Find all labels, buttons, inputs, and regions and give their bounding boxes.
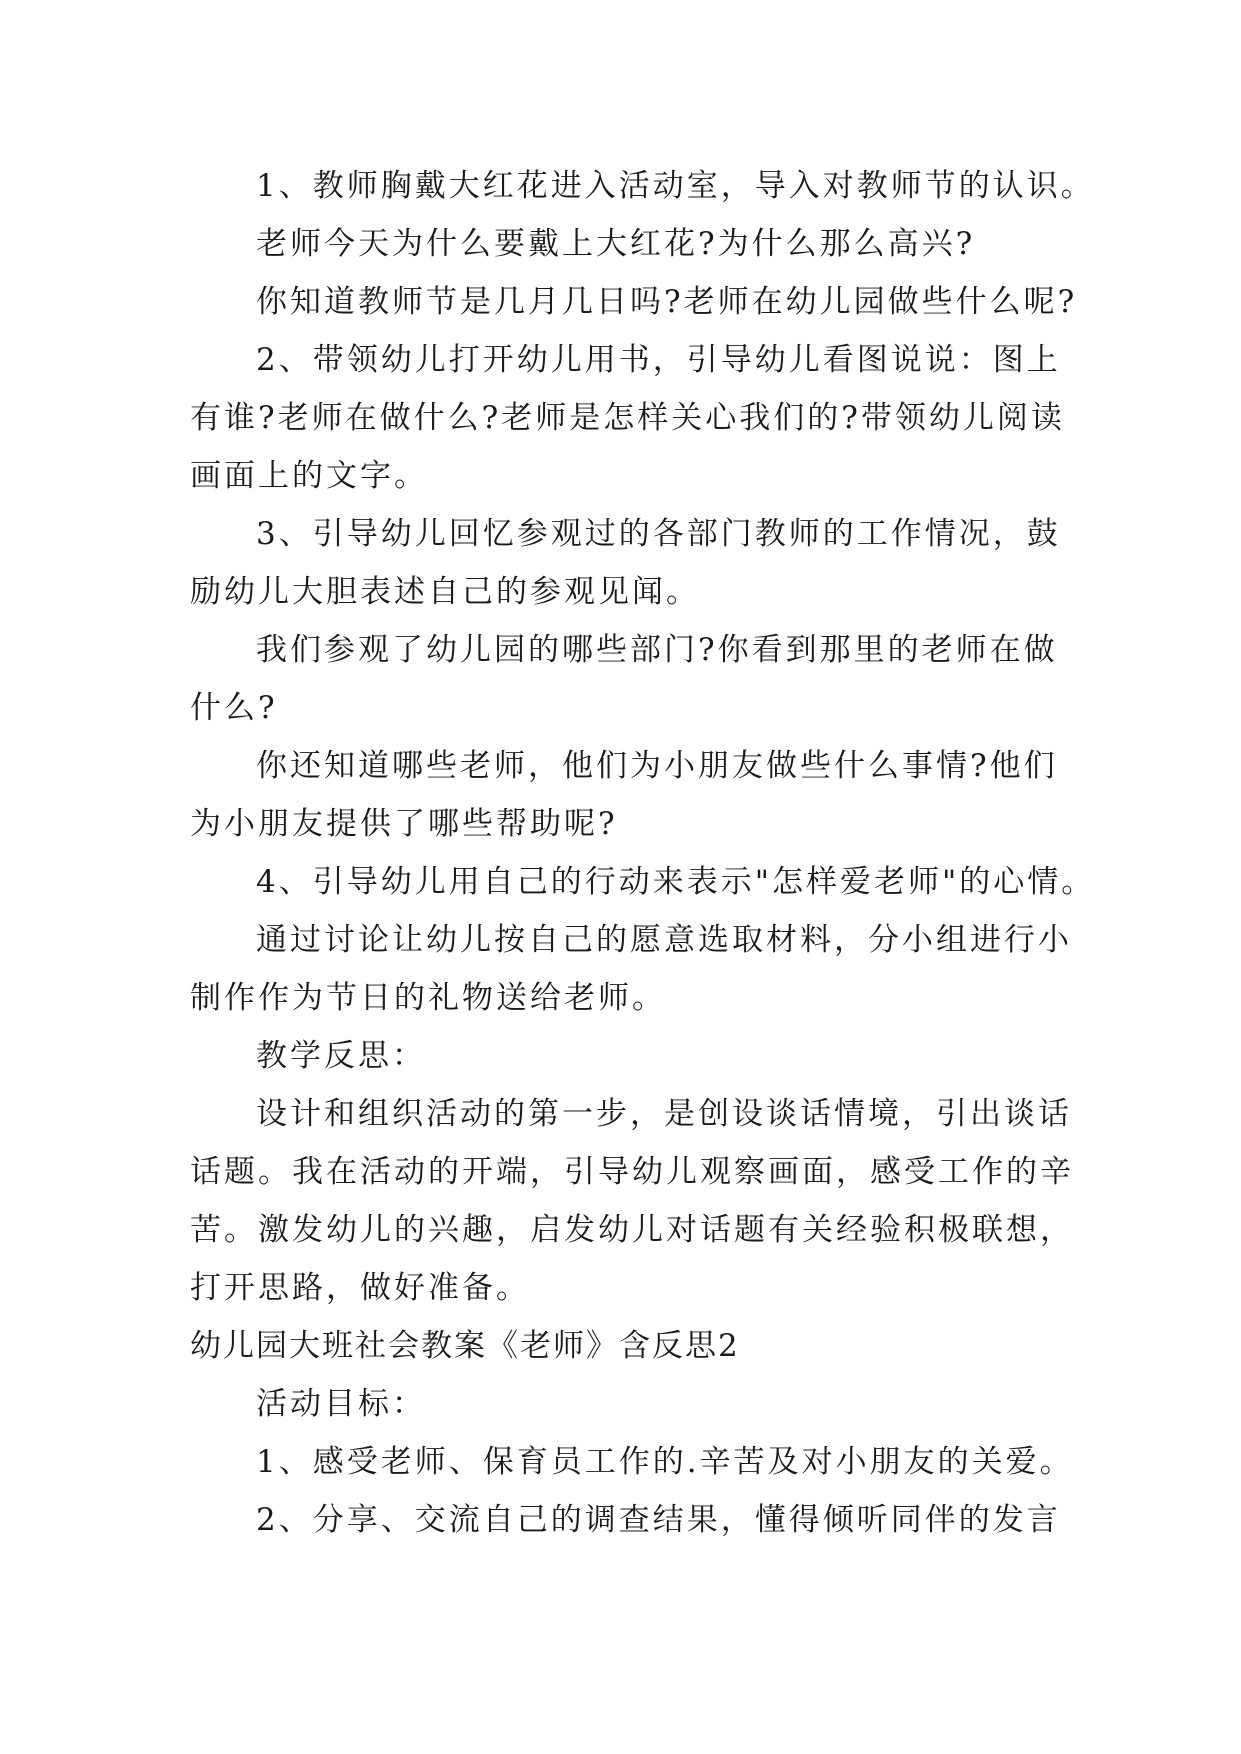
paragraph-line: 设计和组织活动的第一步，是创设谈话情境，引出谈话	[256, 1096, 1072, 1132]
paragraph-line: 励幼儿大胆表述自己的参观见闻。	[190, 574, 700, 610]
paragraph-line: 你还知道哪些老师，他们为小朋友做些什么事情?他们	[256, 748, 1058, 784]
paragraph-line: 什么?	[190, 690, 278, 726]
paragraph-line: 通过讨论让幼儿按自己的愿意选取材料，分小组进行小	[256, 922, 1072, 958]
paragraph-line: 3、引导幼儿回忆参观过的各部门教师的工作情况，鼓	[256, 516, 1061, 552]
paragraph-line: 老师今天为什么要戴上大红花?为什么那么高兴?	[256, 226, 976, 262]
document-heading: 幼儿园大班社会教案《老师》含反思2	[190, 1328, 740, 1364]
paragraph-line: 为小朋友提供了哪些帮助呢?	[190, 806, 618, 842]
section-label: 教学反思：	[256, 1038, 426, 1074]
paragraph-line: 苦。激发幼儿的兴趣，启发幼儿对话题有关经验积极联想，	[190, 1212, 1074, 1248]
paragraph-line: 有谁?老师在做什么?老师是怎样关心我们的?带领幼儿阅读	[190, 400, 1065, 436]
paragraph-line: 我们参观了幼儿园的哪些部门?你看到那里的老师在做	[256, 632, 1058, 668]
paragraph-line: 话题。我在活动的开端，引导幼儿观察画面，感受工作的辛	[190, 1154, 1074, 1190]
section-label: 活动目标：	[256, 1386, 426, 1422]
paragraph-line: 2、带领幼儿打开幼儿用书，引导幼儿看图说说：图上	[256, 342, 1061, 378]
paragraph-line: 1、感受老师、保育员工作的.辛苦及对小朋友的关爱。	[256, 1444, 1074, 1480]
paragraph-line: 4、引导幼儿用自己的行动来表示"怎样爱老师"的心情。	[256, 864, 1096, 900]
paragraph-line: 你知道教师节是几月几日吗?老师在幼儿园做些什么呢?	[256, 284, 1078, 320]
paragraph-line: 1、教师胸戴大红花进入活动室，导入对教师节的认识。	[256, 168, 1095, 204]
paragraph-line: 制作作为节日的礼物送给老师。	[190, 980, 666, 1016]
paragraph-line: 画面上的文字。	[190, 458, 428, 494]
paragraph-line: 2、分享、交流自己的调查结果，懂得倾听同伴的发言	[256, 1502, 1061, 1538]
paragraph-line: 打开思路，做好准备。	[190, 1270, 530, 1306]
